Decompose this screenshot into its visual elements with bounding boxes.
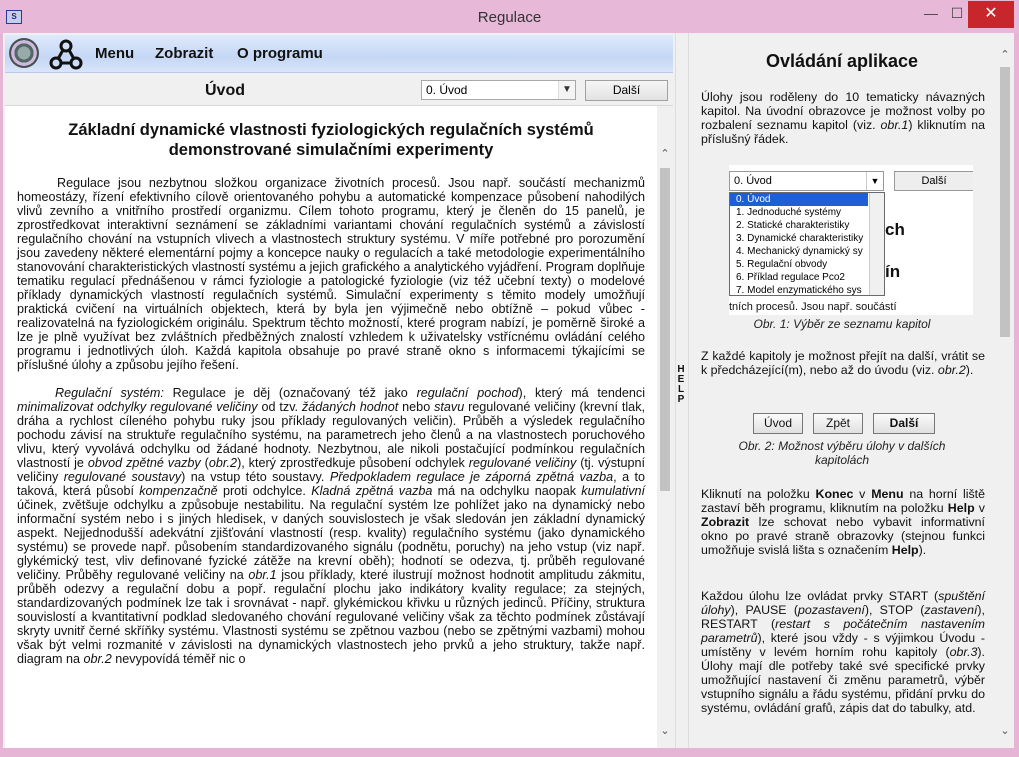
help-scrollbar[interactable] xyxy=(997,35,1013,748)
list-item: 4. Mechanický dynamický sy xyxy=(736,246,863,257)
title-line-2: demonstrované simulačními experimenty xyxy=(168,141,494,159)
figure-dalsi-button: Další xyxy=(873,413,935,434)
chapter-title: Úvod xyxy=(205,82,245,99)
help-paragraph-4: Každou úlohu lze ovládat prvky START (spuštění úlohy), PAUSE (pozastavení), STOP (zastavení), RESTART (restart s počátečním nastavením parametrů), které jsou vždy - s výjimkou Úvodu - umístěny v levém horním rohu kapitoly (obr.3). Úlohy mají dle potřeby také své specifické prvky umožňující nastavení či změnu parametrů, výběr vstupního signálu a řádu systému, přidání prvku do systému, ovládání grafů, zápis dat do tabulky, atd. xyxy=(701,589,986,715)
content-scrollbar[interactable] xyxy=(657,106,673,748)
figure-uvod-button: Úvod xyxy=(753,413,803,434)
list-item: 0. Úvod xyxy=(730,193,868,206)
list-scrollbar xyxy=(869,193,884,295)
scroll-up-icon[interactable]: ⌃ xyxy=(1000,49,1010,61)
chevron-down-icon[interactable]: ▼ xyxy=(558,81,575,99)
help-paragraph-3: Kliknutí na položku Konec v Menu na horní liště zastaví běh programu, kliknutím na položku Help v Zobrazit lze schovat nebo vybavit informativní okno po pravé straně obrazovky (stejnou funkci umožňuje svislá lišta s označením Help). xyxy=(701,487,986,557)
list-item: 6. Příklad regulace Pco2 xyxy=(736,272,845,283)
figure-bg-text: ch xyxy=(885,220,905,239)
minimize-button[interactable]: — xyxy=(924,5,938,21)
faculty-seal-logo xyxy=(9,38,39,68)
title-bar xyxy=(0,0,1019,33)
list-item: 3. Dynamické charakteristiky xyxy=(736,233,864,244)
app-icon: S xyxy=(6,10,22,24)
menu-item-o-programu[interactable]: O programu xyxy=(237,45,323,62)
help-title: Ovládání aplikace xyxy=(765,51,919,71)
figure-2-caption: Obr. 2: Možnost výběru úlohy v dalších kapitolách xyxy=(738,439,946,467)
help-pane xyxy=(689,35,995,748)
menu-item-zobrazit[interactable]: Zobrazit xyxy=(155,45,214,62)
scroll-down-icon[interactable]: ⌄ xyxy=(660,725,670,737)
help-letter: L xyxy=(677,384,685,395)
chapter-bar xyxy=(5,73,673,106)
maximize-button[interactable]: ☐ xyxy=(950,5,964,21)
figure-bg-text: ín xyxy=(885,262,901,281)
intro-paragraph: Regulace jsou nezbytnou složkou organizace životních procesů. Jsou např. součástí mechanizmů homeostázy, řízení efektivního cílově orientovaného pohybu a automatické kompenzace působení nahodilých vlivů zevního a vnitřního prostředí organizmu. Cílem tohoto programu, který je členěn do 15 panelů, je zprostředkovat interaktivní seznámení se základními variantami chování regulačních systémů a závislostí regulačního chování na vstupních vlivech a vlastnostech struktury systému. V míře potřebné pro porozumění jsou zavedeny některé elementární pojmy a koncepce nauky o regulacích a také metodologie experimentálního stanovování charakteristických vlastností systému a jejich grafického a analytického vyjádření. Program doplňuje tematiku regulací přednášenou v rámci fyziologie a patologické fyziologie (viz též učební texty) o modelové příklady dynamických vlastností regulačních systémů. Simulační experimenty s těmito modely umožňují praktická cvičení na virtuálních objektech, která by byla jen výjimečně nebo obtížně – pokud vůbec - realizovatelná na fyziologickém originálu. Spektrum těchto možností, které program nabízí, je poměrně široké a lze je plně využívat bez zvláštních předběžných znalostí vzhledem k uživatelsky vstřícnému ovládání celého programu i jednotlivých úloh. Každá kapitola obsahuje po pravé straně okno s informacemi týkajícími se příslušné úlohy a způsobu jejího řešení. xyxy=(17,176,645,372)
figure-select-value: 0. Úvod xyxy=(734,175,772,187)
figure-bg-text: tních procesů. Jsou např. součástí xyxy=(729,301,897,313)
help-letter: H xyxy=(677,364,685,375)
list-item: 7. Model enzymatického sys xyxy=(736,285,862,296)
document-body xyxy=(17,176,645,666)
figure-zpet-button: Zpět xyxy=(813,413,863,434)
figure-select xyxy=(729,171,884,191)
scrollbar-thumb[interactable] xyxy=(1000,67,1010,337)
list-item: 5. Regulační obvody xyxy=(736,259,828,270)
next-button[interactable]: Další xyxy=(585,80,668,101)
chapter-select-value: 0. Úvod xyxy=(426,83,468,97)
document-title xyxy=(45,120,617,160)
close-button[interactable]: ✕ xyxy=(968,1,1014,28)
figure-dropdown-list xyxy=(729,192,885,296)
figure-next-button: Další xyxy=(894,171,973,191)
list-item: 1. Jednoduché systémy xyxy=(736,207,842,218)
chevron-down-icon: ▼ xyxy=(866,172,883,190)
network-logo-icon xyxy=(49,37,83,71)
figure-1-caption: Obr. 1: Výběr ze seznamu kapitol xyxy=(753,317,931,331)
chapter-select[interactable] xyxy=(421,80,576,100)
menu-bar xyxy=(5,35,673,73)
help-paragraph-2: Z každé kapitoly je možnost přejít na další, vrátit se k předcházející(m), nebo až do úvodu (viz. obr.2). xyxy=(701,349,985,377)
title-line-1: Základní dynamické vlastnosti fyziologických regulačních systémů xyxy=(68,121,594,139)
scroll-up-icon[interactable]: ⌃ xyxy=(660,148,670,160)
figure-chapter-list xyxy=(729,165,973,315)
menu-item-menu[interactable]: Menu xyxy=(95,45,135,62)
scroll-down-icon[interactable]: ⌄ xyxy=(1000,725,1010,737)
help-paragraph-1: Úlohy jsou roděleny do 10 tematicky návazných kapitol. Na úvodní obrazovce je možnost volby po rozbalení seznamu kapitol (viz. obr.1) kliknutím na příslušný řádek. xyxy=(701,90,985,146)
help-letter: P xyxy=(677,394,685,405)
help-letter: E xyxy=(677,374,685,385)
regulacni-system-paragraph: Regulační systém: Regulace je děj (označovaný též jako regulační pochod), který má tendenci minimalizovat odchylky regulované veličiny od tzv. žádaných hodnot nebo stavu regulované veličiny (krevní tlak, dráha a rychlost cíleného pohybu ruky jsou příklady regulovaných veličin). Průběh a výsledek regulačního pochodu závisí na struktuře regulačního systému, na parametrech jeho členů a na vlastnostech poruchového vlivu, který vyvolává odchylku od žádané hodnoty. Nezbytnou, ale nikoli postačující podmínkou regulačních vlastností je obvod zpětné vazby (obr.2), který zprostředkuje působení odchylek regulované veličiny (tj. výstupní veličiny regulované soustavy) na vstup této soustavy. Předpokladem regulace je záporná zpětná vazba, a to taková, která působí kompenzačně proti odchylce. Kladná zpětná vazba má na odchylku naopak kumulativní účinek, zvětšuje odchylku a způsobuje nestabilitu. Na regulační systém lze pohlížet jako na dynamický nebo informační systém nebo i s jiných hledisek, v daných souvislostech je však sledován jen základní dynamický aspekt. Nejjednodušší adekvátní zjišťování vlastností (resp. kvality) regulačního systému (jako dynamického systému) se provede např. působením standardizovaného signálu (podnětu, poruchy) na jeho vstup (viz např. glykémický test, vliv definované fyzické zátěže na krevní oběh); hodnotí se odezva, tj. průběh regulované veličiny. Průběhy regulované veličiny na obr.1 jsou příklady, které ilustrují možnost hodnotit amplitudu zákmitu, průběh odezvy a regulační dobu a popř. regulační plochu jako indikátory kvality regulace; za stejných, standardizovaných podmínek lze tak i srovnávat - např. glykémickou křivku u různých jedinců. Příčiny, struktura souvislostí a kvantitativní podklad sledovaného chování regulované veličiny však za těchto podmínek zůstávají skryty uvnitř černé skříňky systému. Vlastnosti systému se zpětnou vazbou (nebo se zpětnými vazbami) mohou však být velmi rozmanité v závislosti na dynamických vlastnostech jeho prvků a jeho struktury, takže např. diagram na obr.2 nevypovídá téměř nic o xyxy=(17,386,646,666)
content-pane xyxy=(5,106,657,748)
list-item: 2. Statické charakteristiky xyxy=(736,220,850,231)
help-toggle-label[interactable] xyxy=(676,365,686,405)
window-title: Regulace xyxy=(477,9,542,26)
scrollbar-thumb[interactable] xyxy=(660,168,670,491)
client-area xyxy=(3,33,1014,748)
